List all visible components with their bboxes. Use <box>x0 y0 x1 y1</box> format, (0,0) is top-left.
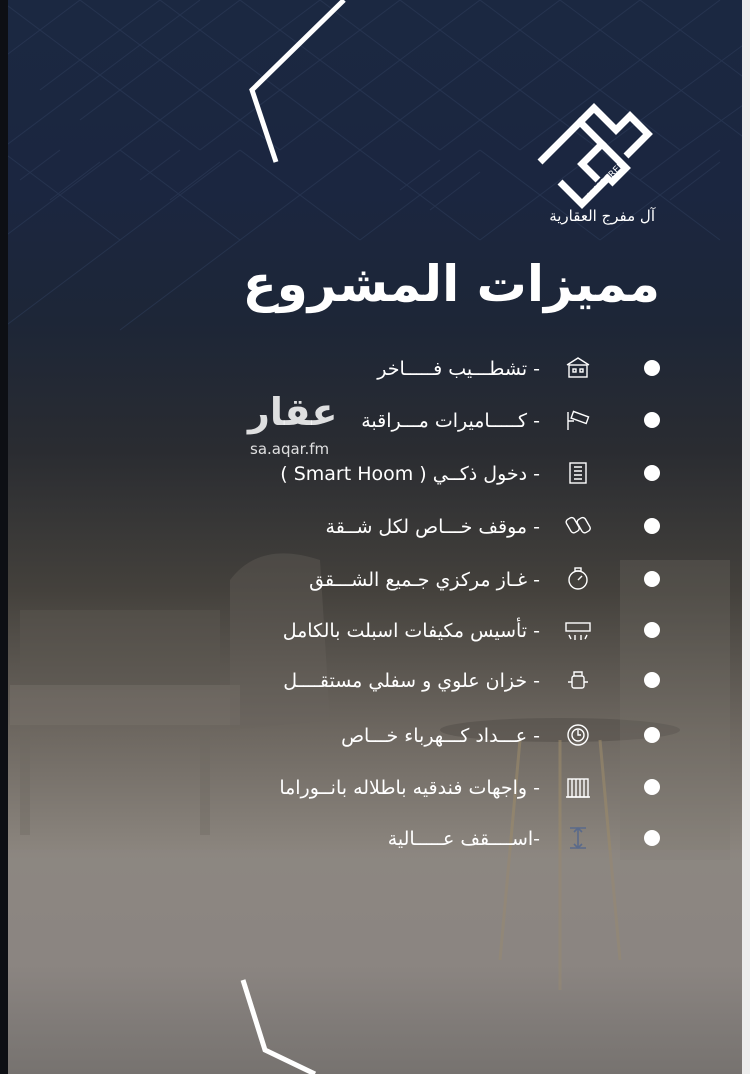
feature-text: - غـاز مركزي جـميع الشـــقق <box>309 569 540 591</box>
bullet-dot <box>644 518 660 534</box>
right-edge <box>742 0 750 1074</box>
bullet-dot <box>644 465 660 481</box>
feature-item-central-gas <box>230 563 670 597</box>
bullet-dot <box>644 779 660 795</box>
bullet-dot <box>644 571 660 587</box>
feature-item-smart-entry <box>230 457 670 491</box>
smart-lock-icon <box>564 459 592 487</box>
feature-text: - تشطـــيب فـــــاخر <box>377 358 540 380</box>
aqar-watermark-url: sa.aqar.fm <box>250 440 330 458</box>
bullet-dot <box>644 672 660 688</box>
feature-item-parking <box>230 510 670 544</box>
feature-text: -اســــقف عـــــالية <box>387 828 540 850</box>
water-tank-icon <box>564 666 592 694</box>
feature-item-facades <box>230 771 670 805</box>
aqar-watermark-logo: عقار <box>248 390 338 434</box>
bullet-dot <box>644 412 660 428</box>
feature-text: - واجهات فندقيه باطلاله بانــوراما <box>279 777 540 799</box>
bullet-dot <box>644 727 660 743</box>
left-edge <box>0 0 8 1074</box>
feature-item-high-ceilings <box>230 822 670 856</box>
brand-name: آل مفرج العقارية <box>549 207 655 225</box>
page-title: مميزات المشروع <box>242 255 660 313</box>
feature-text: - كـــــاميرات مـــراقبة <box>361 410 540 432</box>
feature-item-finishing <box>230 352 670 386</box>
gas-meter-icon <box>564 565 592 593</box>
feature-text: - تأسيس مكيفات اسبلت بالكامل <box>282 620 540 642</box>
feature-text: - عـــداد كـــهرباء خـــاص <box>341 725 540 747</box>
logo-wordmark: ALMOFREH <box>585 159 628 203</box>
electricity-meter-icon <box>564 721 592 749</box>
feature-text: - دخول ذكــي ( Smart Hoom ) <box>280 463 540 485</box>
bullet-dot <box>644 830 660 846</box>
feature-item-ac <box>230 614 670 648</box>
ceiling-icon <box>564 824 592 852</box>
feature-item-electric-meter <box>230 719 670 753</box>
feature-text: - موقف خـــاص لكل شــقة <box>325 516 540 538</box>
facade-icon <box>564 773 592 801</box>
bullet-dot <box>644 622 660 638</box>
bullet-dot <box>644 360 660 376</box>
air-conditioner-icon <box>564 616 592 644</box>
building-icon <box>564 354 592 382</box>
cctv-camera-icon <box>564 406 592 434</box>
feature-text: - خزان علوي و سفلي مستقــــل <box>283 670 540 692</box>
parking-icon <box>564 512 592 540</box>
feature-item-water-tank <box>230 664 670 698</box>
